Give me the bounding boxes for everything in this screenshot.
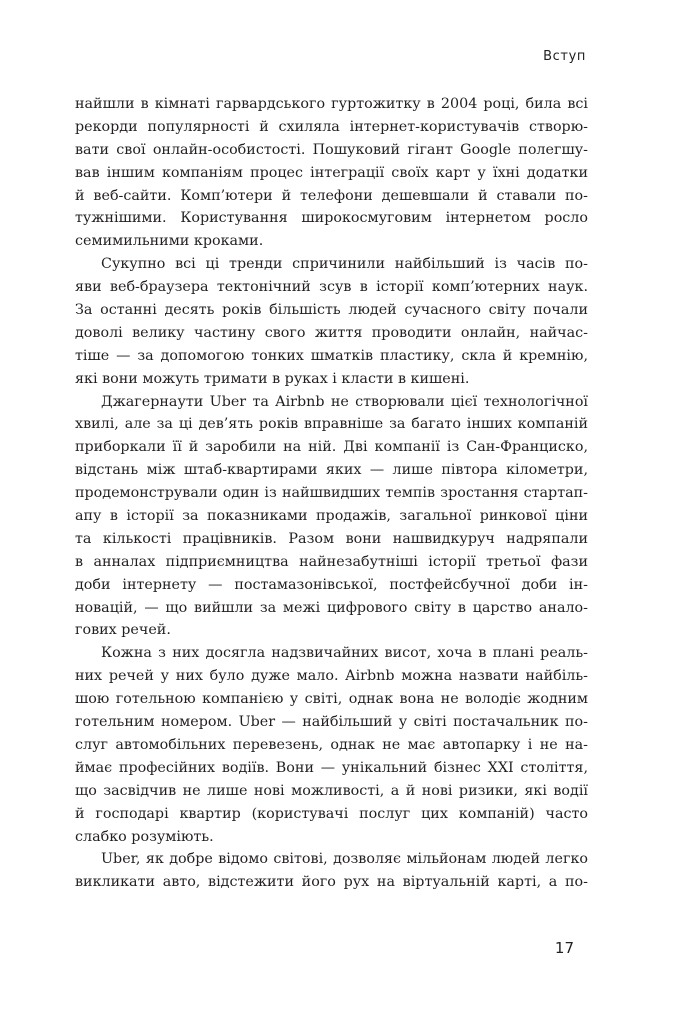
paragraph-3 bbox=[75, 391, 588, 643]
text-line: відстань між штаб-квартирами яких — лише півтора кілометри, bbox=[75, 462, 588, 479]
text-line: доволі велику частину свого життя проводити онлайн, найчас- bbox=[75, 324, 588, 341]
text-line: яви веб-браузера тектонічний зсув в історії комп’ютерних наук. bbox=[75, 279, 588, 296]
text-line: які вони можуть тримати в руках і класти в кишені. bbox=[75, 370, 470, 387]
text-line: За останні десять років більшість людей сучасного світу почали bbox=[75, 302, 588, 319]
paragraph-4 bbox=[75, 642, 588, 848]
page-number: 17 bbox=[554, 939, 574, 957]
text-line: доби інтернету — постамазонівської, постфейсбучної доби ін- bbox=[75, 576, 588, 593]
paragraph-5 bbox=[75, 848, 588, 894]
text-line: апу в історії за показниками продажів, загальної ринкової ціни bbox=[75, 508, 588, 525]
text-line: та кількості працівників. Разом вони нашвидкуруч надряпали bbox=[75, 530, 588, 547]
text-line: й веб-сайти. Комп’ютери й телефони дешевшали й ставали по- bbox=[75, 187, 588, 204]
text-line: найшли в кімнаті гарвардського гуртожитку в 2004 році, била всі bbox=[75, 96, 588, 112]
running-header: Вступ bbox=[543, 49, 586, 64]
text-line: Джагернаути Uber та Airbnb не створювали цієї технологічної bbox=[101, 393, 588, 410]
text-line: шою готельною компанією у світі, однак вона не володіє жодним bbox=[75, 691, 588, 708]
text-line: Сукупно всі ці тренди спричинили найбільший із часів по- bbox=[101, 256, 588, 273]
text-line: слабко розуміють. bbox=[75, 828, 214, 845]
text-line: новацій, — що вийшли за межі цифрового світу в царство анало- bbox=[75, 599, 588, 616]
text-line: Кожна з них досягла надзвичайних висот, хоча в плані реаль- bbox=[101, 645, 588, 662]
text-line: ймає професійних водіїв. Вони — унікальний бізнес XXI століття, bbox=[75, 759, 588, 776]
text-line: приборкали її й заробили на ній. Дві компанії із Сан-Франциско, bbox=[75, 439, 588, 456]
text-line: в анналах підприємництва найнезабутніші історії третьої фази bbox=[75, 553, 588, 570]
text-line: вав іншим компаніям процес інтеграції своїх карт у їхні додатки bbox=[75, 164, 588, 181]
text-line: хвилі, але за ці дев’ять років вправніше за багато інших компаній bbox=[75, 416, 588, 433]
text-line: вати свої онлайн-особистості. Пошуковий гігант Google полегшу- bbox=[75, 141, 588, 158]
paragraph-1 bbox=[75, 93, 588, 253]
text-line: рекорди популярності й схиляла інтернет-користувачів створю- bbox=[75, 118, 588, 135]
body-text bbox=[75, 93, 588, 894]
text-line: що засвідчив не лише нові можливості, а й нові ризики, які водії bbox=[75, 782, 588, 799]
text-line: тужнішими. Користування широкосмуговим інтернетом росло bbox=[75, 210, 588, 227]
paragraph-2 bbox=[75, 253, 588, 390]
text-line: семимильними кроками. bbox=[75, 233, 264, 250]
text-line: тіше — за допомогою тонких шматків пластику, скла й кремнію, bbox=[75, 347, 588, 364]
text-line: слуг автомобільних перевезень, однак не має автопарку і не на- bbox=[75, 736, 588, 753]
text-line: викликати авто, відстежити його рух на віртуальній карті, а по- bbox=[75, 874, 588, 891]
text-line: продемонстрували один із найшвидших темпів зростання стартап- bbox=[75, 485, 588, 502]
text-line: Uber, як добре відомо світові, дозволяє мільйонам людей легко bbox=[101, 851, 588, 868]
text-line: й господарі квартир (користувачі послуг цих компаній) часто bbox=[75, 805, 588, 822]
text-line: готельним номером. Uber — найбільший у світі постачальник по- bbox=[75, 714, 588, 731]
text-line: гових речей. bbox=[75, 622, 171, 639]
text-line: них речей у них було дуже мало. Airbnb можна назвати найбіль- bbox=[75, 668, 588, 685]
